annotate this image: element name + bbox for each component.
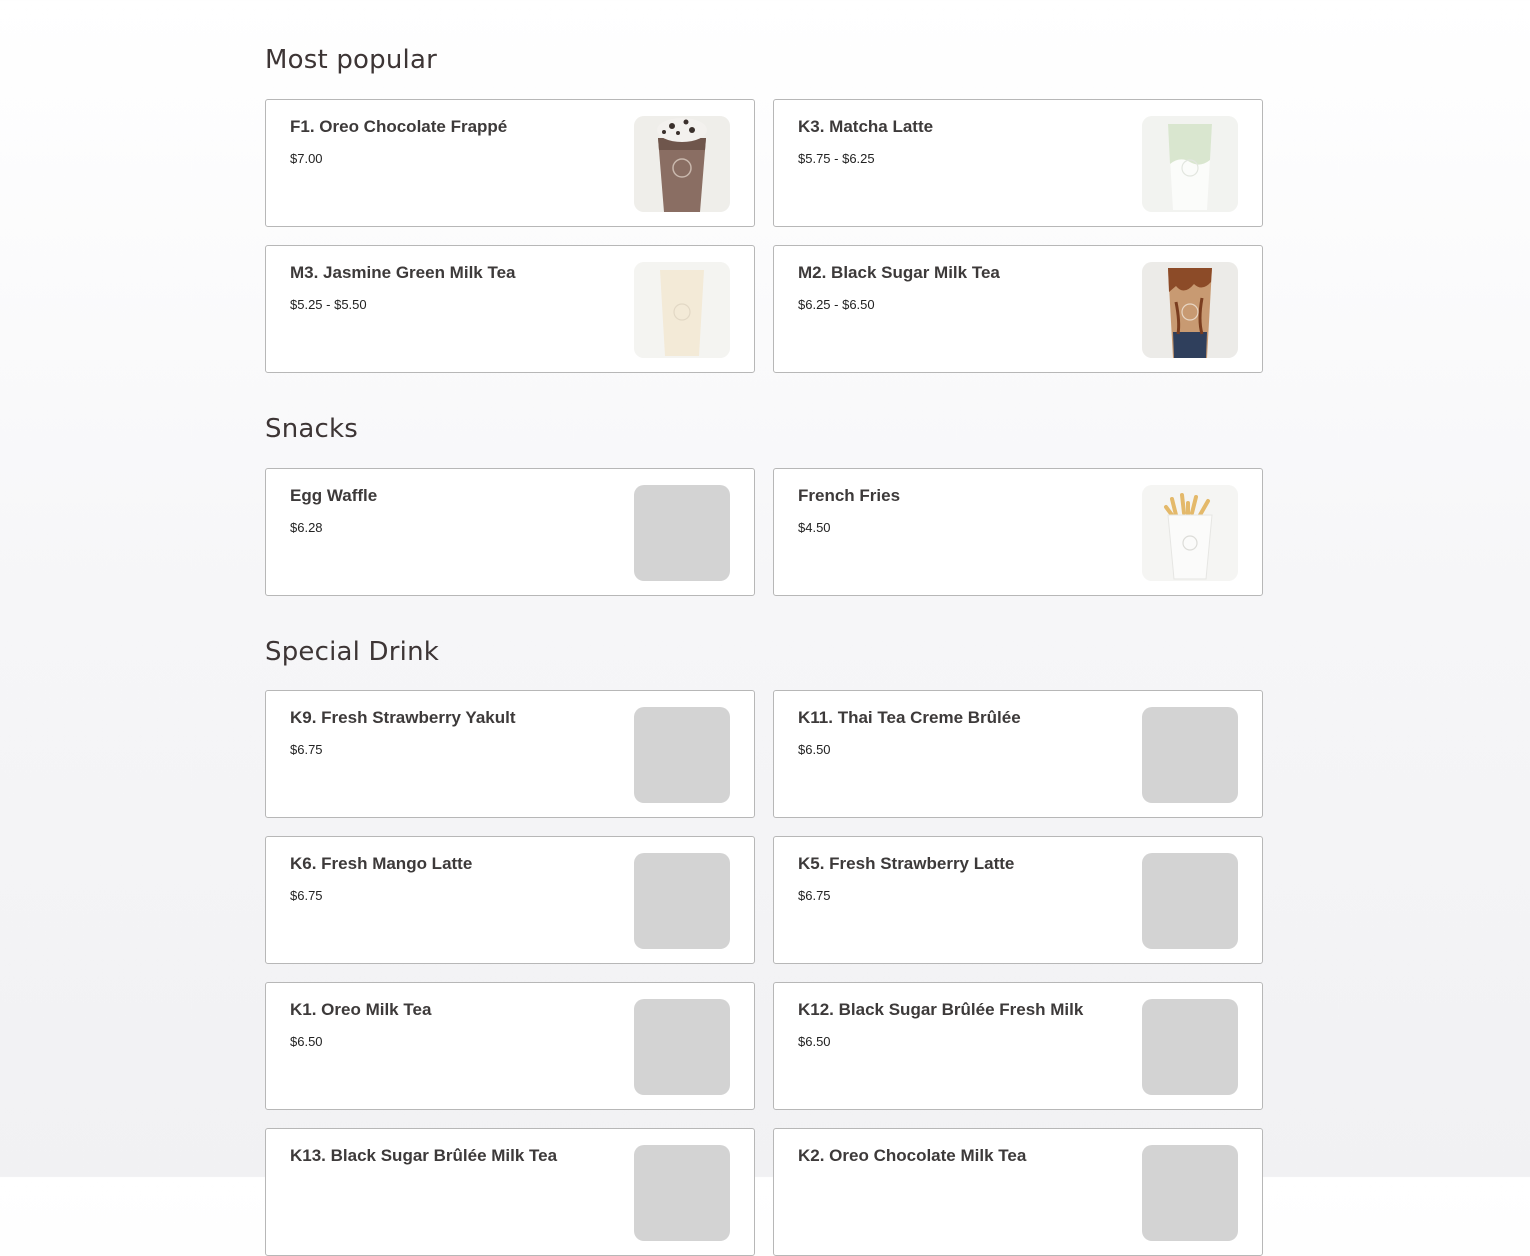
item-price: $6.75 [290, 888, 323, 903]
menu-item-card[interactable] [265, 982, 755, 1110]
item-price: $5.25 - $5.50 [290, 297, 367, 312]
image-placeholder [634, 485, 730, 581]
menu-item-card[interactable] [265, 245, 755, 373]
menu-item-card[interactable] [773, 982, 1263, 1110]
item-name: K12. Black Sugar Brûlée Fresh Milk [798, 1000, 1084, 1019]
item-name: French Fries [798, 486, 901, 505]
item-name: K2. Oreo Chocolate Milk Tea [798, 1146, 1027, 1165]
item-price: $5.75 - $6.25 [798, 151, 875, 166]
menu-item-card[interactable] [265, 1128, 755, 1256]
menu-item-card[interactable] [773, 836, 1263, 964]
image-placeholder [634, 999, 730, 1095]
item-name: K13. Black Sugar Brûlée Milk Tea [290, 1146, 558, 1165]
item-price: $6.50 [798, 742, 831, 757]
black-sugar-milk-tea-photo [1142, 262, 1238, 358]
item-name: M2. Black Sugar Milk Tea [798, 263, 1000, 282]
item-price: $6.50 [290, 1034, 323, 1049]
item-name: K1. Oreo Milk Tea [290, 1000, 432, 1019]
image-placeholder [634, 1145, 730, 1241]
menu-item-card[interactable] [773, 245, 1263, 373]
image-placeholder [1142, 853, 1238, 949]
item-name: K11. Thai Tea Creme Brûlée [798, 708, 1021, 727]
item-name: Egg Waffle [290, 486, 378, 505]
matcha-latte-photo [1142, 116, 1238, 212]
section-title-special-drink: Special Drink [265, 637, 440, 667]
menu-item-card[interactable] [265, 836, 755, 964]
item-price: $6.50 [798, 1034, 831, 1049]
section-title-snacks: Snacks [265, 414, 359, 444]
french-fries-photo [1142, 485, 1238, 581]
item-name: K3. Matcha Latte [798, 117, 934, 136]
item-price: $6.75 [798, 888, 831, 903]
image-placeholder [1142, 1145, 1238, 1241]
item-price: $6.28 [290, 520, 323, 535]
item-name: K9. Fresh Strawberry Yakult [290, 708, 516, 727]
image-placeholder [1142, 707, 1238, 803]
item-name: M3. Jasmine Green Milk Tea [290, 263, 516, 282]
image-placeholder [634, 707, 730, 803]
image-placeholder [1142, 999, 1238, 1095]
item-price: $6.75 [290, 742, 323, 757]
item-price: $6.25 - $6.50 [798, 297, 875, 312]
menu-item-card[interactable] [265, 468, 755, 596]
item-name: K6. Fresh Mango Latte [290, 854, 473, 873]
item-price: $7.00 [290, 151, 323, 166]
menu-item-card[interactable] [773, 1128, 1263, 1256]
image-placeholder [634, 853, 730, 949]
menu-item-card[interactable] [773, 468, 1263, 596]
menu-item-card[interactable] [773, 99, 1263, 227]
menu-item-card[interactable] [265, 99, 755, 227]
item-name: F1. Oreo Chocolate Frappé [290, 117, 508, 136]
section-title-most-popular: Most popular [265, 45, 437, 75]
jasmine-milk-tea-photo [634, 262, 730, 358]
item-price: $4.50 [798, 520, 831, 535]
menu-item-card[interactable] [265, 690, 755, 818]
item-name: K5. Fresh Strawberry Latte [798, 854, 1015, 873]
oreo-frappe-photo [634, 116, 730, 212]
menu-item-card[interactable] [773, 690, 1263, 818]
